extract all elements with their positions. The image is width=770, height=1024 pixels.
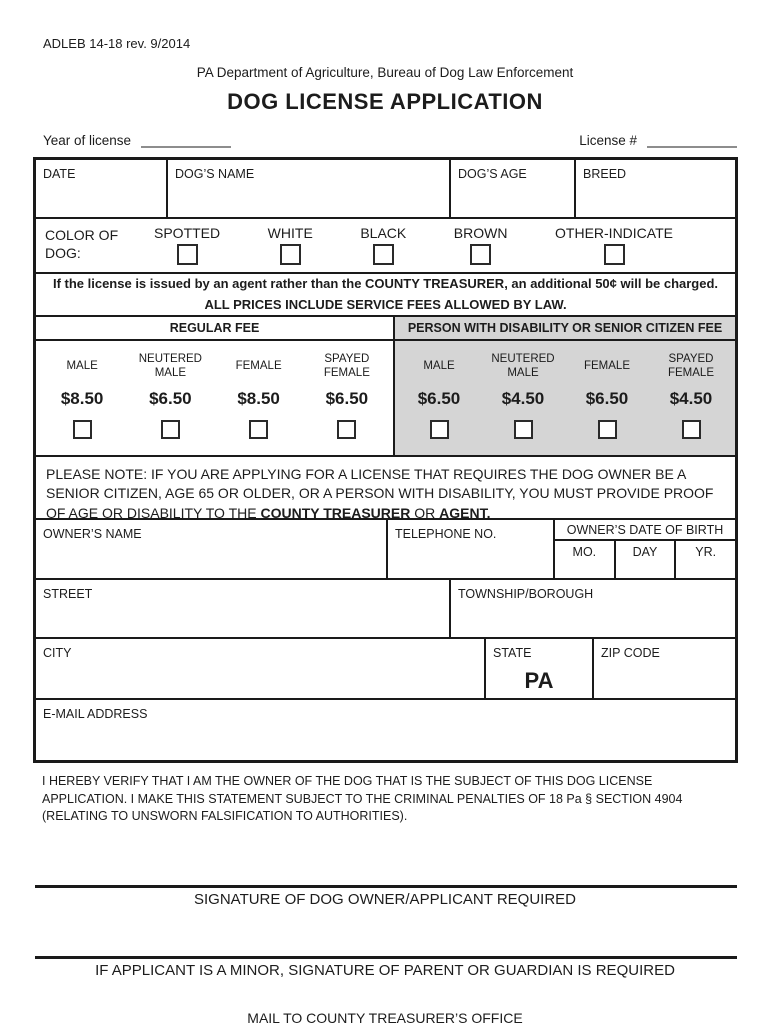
regular-spayed-female-price: $6.50 — [325, 389, 369, 408]
email-field[interactable] — [36, 700, 735, 760]
regular-neutered-male-label: NEUTERED MALE — [138, 352, 202, 379]
street-row — [36, 578, 735, 637]
fee-body-row — [36, 339, 735, 455]
dog-name-label: DOG’S NAME — [175, 167, 255, 181]
dob-year-label: YR. — [695, 545, 717, 559]
date-field[interactable] — [36, 160, 166, 217]
checkbox-disability-spayed-female[interactable] — [682, 420, 701, 439]
date-label: DATE — [43, 167, 76, 181]
color-option-spotted — [154, 225, 220, 272]
dog-info-row — [36, 160, 735, 217]
owner-signature-line[interactable] — [35, 885, 737, 888]
state-value: PA — [524, 668, 554, 693]
regular-female-option — [215, 349, 303, 455]
checkbox-disability-male[interactable] — [430, 420, 449, 439]
disability-male-label: MALE — [423, 359, 455, 372]
fee-header-row — [36, 315, 735, 339]
regular-male-label: MALE — [66, 359, 98, 372]
breed-label: BREED — [583, 167, 627, 181]
guardian-signature-label: IF APPLICANT IS A MINOR, SIGNATURE OF PARENT OR GUARDIAN IS REQUIRED — [95, 961, 675, 979]
dob-day-label: DAY — [632, 545, 658, 559]
disability-spayed-female-option — [649, 349, 733, 455]
license-meta-row — [43, 133, 737, 148]
street-field[interactable] — [36, 580, 449, 637]
dob-year-field[interactable] — [674, 541, 735, 578]
telephone-field[interactable] — [386, 520, 553, 578]
please-note-text — [46, 465, 725, 521]
page-title: DOG LICENSE APPLICATION — [227, 89, 543, 114]
disability-neutered-male-price: $4.50 — [501, 389, 545, 408]
brown-label: BROWN — [453, 225, 508, 241]
regular-male-option — [38, 349, 126, 455]
year-of-license-label: Year of license — [43, 133, 132, 148]
checkbox-spotted[interactable] — [177, 244, 198, 265]
regular-neutered-male-option — [126, 349, 214, 455]
regular-fee-group — [36, 341, 393, 455]
application-form-table — [33, 157, 738, 763]
disability-female-price: $6.50 — [585, 389, 629, 408]
checkbox-regular-spayed-female[interactable] — [337, 420, 356, 439]
disability-fee-group — [393, 341, 735, 455]
color-option-brown — [454, 225, 508, 272]
telephone-label: TELEPHONE NO. — [395, 527, 497, 541]
regular-spayed-female-option — [303, 349, 391, 455]
please-note-agent: AGENT. — [439, 504, 491, 521]
checkbox-regular-neutered-male[interactable] — [161, 420, 180, 439]
dog-age-field[interactable] — [449, 160, 574, 217]
dob-columns — [555, 541, 735, 578]
regular-male-price: $8.50 — [60, 389, 104, 408]
checkbox-regular-male[interactable] — [73, 420, 92, 439]
please-note-prefix: PLEASE NOTE: IF YOU ARE APPLYING FOR A LICENSE THAT REQUIRES THE DOG OWNER BE A SENIOR CITIZEN, AGE 65 OR OLDER, OR A PERSON WITH DISABILITY, YOU MUST PROVIDE PROOF OF AGE OR DISABILITY TO THE — [46, 466, 714, 521]
owner-signature-label: SIGNATURE OF DOG OWNER/APPLICANT REQUIRED — [194, 890, 576, 908]
dog-age-label: DOG’S AGE — [458, 167, 527, 181]
agent-fee-notice-line1: If the license is issued by an agent rather than the COUNTY TREASURER, an additional 50¢ will be charged. — [52, 276, 719, 292]
agent-fee-notice — [36, 272, 735, 315]
checkbox-disability-neutered-male[interactable] — [514, 420, 533, 439]
checkbox-black[interactable] — [373, 244, 394, 265]
zip-field[interactable] — [592, 639, 735, 698]
year-of-license-group — [43, 133, 231, 148]
color-option-white — [268, 225, 313, 272]
white-label: WHITE — [267, 225, 313, 241]
disability-female-option — [565, 349, 649, 455]
checkbox-regular-female[interactable] — [249, 420, 268, 439]
city-label: CITY — [43, 646, 72, 660]
color-option-other — [555, 225, 673, 272]
guardian-signature-line[interactable] — [35, 956, 737, 959]
dob-day-field[interactable] — [614, 541, 675, 578]
email-label: E-MAIL ADDRESS — [43, 707, 148, 721]
city-field[interactable] — [36, 639, 484, 698]
black-label: BLACK — [360, 225, 407, 241]
regular-fee-header: REGULAR FEE — [169, 321, 260, 335]
department-line: PA Department of Agriculture, Bureau of Dog Law Enforcement — [196, 65, 574, 80]
please-note-treasurer: COUNTY TREASURER — [260, 504, 411, 521]
breed-field[interactable] — [574, 160, 735, 217]
owner-name-field[interactable] — [36, 520, 386, 578]
license-number-group — [579, 133, 737, 148]
spotted-label: SPOTTED — [154, 225, 221, 241]
agent-fee-notice-line2: ALL PRICES INCLUDE SERVICE FEES ALLOWED BY LAW. — [204, 296, 567, 312]
regular-neutered-male-price: $6.50 — [149, 389, 192, 408]
owner-name-label: OWNER’S NAME — [43, 527, 142, 541]
license-number-input[interactable] — [647, 134, 737, 148]
mail-to-instruction: MAIL TO COUNTY TREASURER’S OFFICE — [247, 1009, 523, 1024]
disability-male-price: $6.50 — [417, 389, 461, 408]
color-option-black — [360, 225, 406, 272]
township-label: TOWNSHIP/BOROUGH — [458, 587, 594, 601]
zip-label: ZIP CODE — [601, 646, 660, 660]
city-row — [36, 637, 735, 698]
disability-female-label: FEMALE — [583, 359, 630, 372]
other-indicate-label: OTHER-INDICATE — [555, 225, 673, 241]
regular-spayed-female-label: SPAYED FEMALE — [323, 352, 370, 379]
checkbox-brown[interactable] — [470, 244, 491, 265]
checkbox-other-indicate[interactable] — [604, 244, 625, 265]
verification-statement: I HEREBY VERIFY THAT I AM THE OWNER OF THE DOG THAT IS THE SUBJECT OF THIS DOG LICENSE APPLICATION. I MAKE THIS STATEMENT SUBJECT TO THE CRIMINAL PENALTIES OF 18 Pa § SECTION 4904 (RELATING TO UNSWORN FALSIFICATION TO AUTHORITIES). — [42, 774, 683, 823]
disability-neutered-male-option — [481, 349, 565, 455]
disability-spayed-female-label: SPAYED FEMALE — [667, 352, 714, 379]
please-note-row — [36, 455, 735, 521]
color-of-dog-row — [36, 217, 735, 272]
owner-row — [36, 518, 735, 578]
dob-month-field[interactable] — [555, 541, 614, 578]
checkbox-white[interactable] — [280, 244, 301, 265]
regular-female-price: $8.50 — [237, 389, 280, 408]
color-of-dog-label: COLOR OF DOG: — [45, 227, 119, 262]
email-row — [36, 698, 735, 760]
regular-female-label: FEMALE — [235, 359, 282, 372]
disability-fee-header: PERSON WITH DISABILITY OR SENIOR CITIZEN FEE — [393, 317, 735, 339]
dob-label: OWNER’S DATE OF BIRTH — [555, 520, 735, 541]
year-of-license-input[interactable] — [141, 134, 231, 148]
license-number-label: License # — [579, 133, 637, 148]
color-options — [120, 219, 735, 272]
dob-month-label: MO. — [572, 545, 597, 559]
disability-neutered-male-label: NEUTERED MALE — [491, 352, 555, 379]
state-label: STATE — [493, 646, 532, 660]
dog-name-field[interactable] — [166, 160, 449, 217]
please-note-middle: OR — [410, 504, 440, 521]
disability-male-option — [397, 349, 481, 455]
checkbox-disability-female[interactable] — [598, 420, 617, 439]
disability-spayed-female-price: $4.50 — [669, 389, 713, 408]
state-field — [484, 639, 592, 698]
township-field[interactable] — [449, 580, 735, 637]
form-code: ADLEB 14-18 rev. 9/2014 — [43, 36, 191, 51]
dob-field-group — [553, 520, 735, 578]
street-label: STREET — [43, 587, 93, 601]
